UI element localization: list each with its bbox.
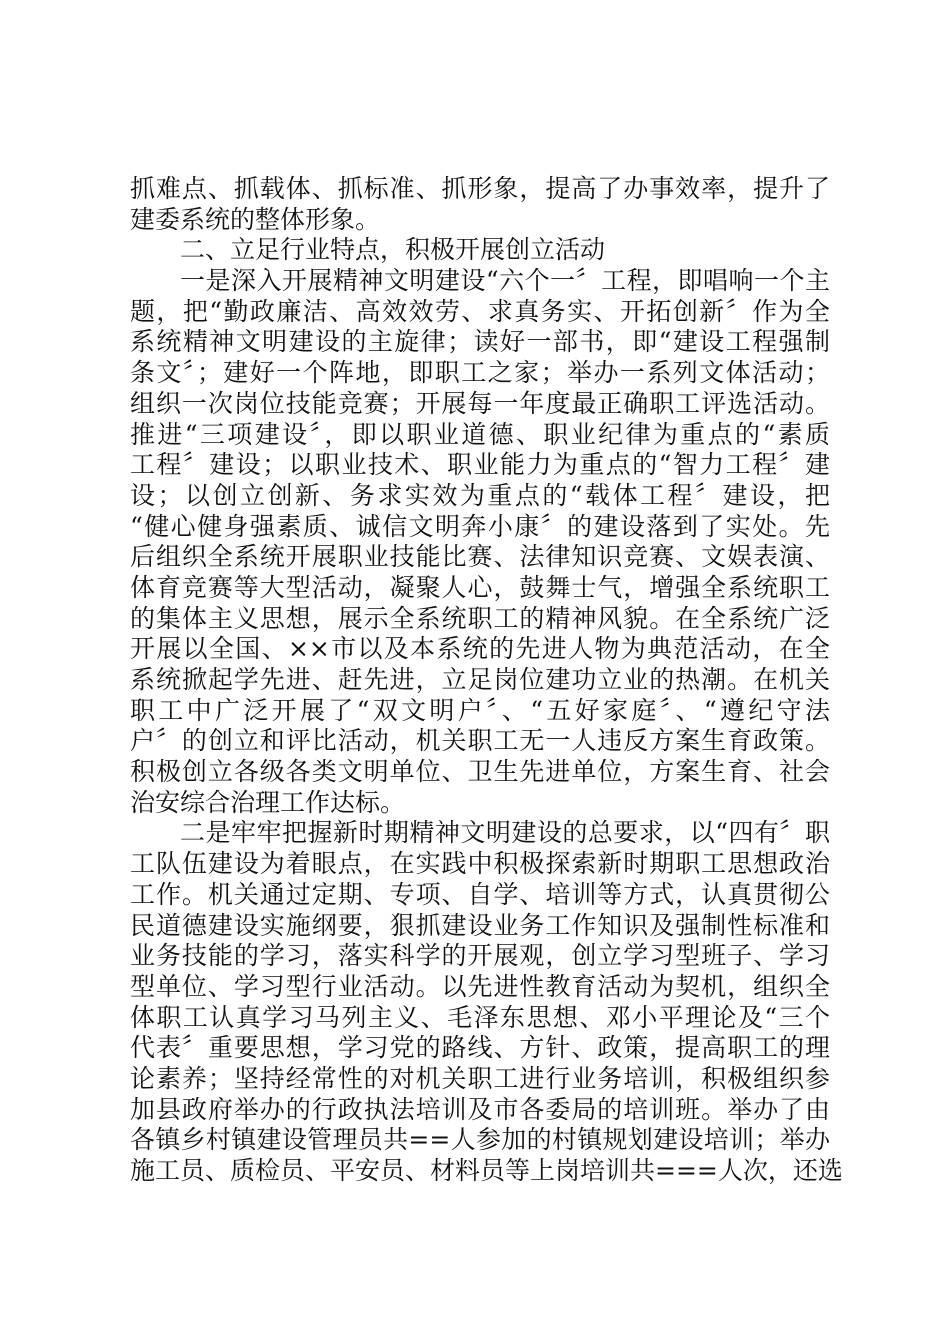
text-line: 各镇乡村镇建设管理员共==人参加的村镇规划建设培训；举办 — [130, 1125, 830, 1155]
document-body — [130, 174, 843, 1187]
text-line: 民道德建设实施纲要，狠抓建设业务工作知识及强制性标准和 — [130, 910, 830, 940]
text-line: 工队伍建设为着眼点，在实践中积极探索新时期职工思想政治 — [130, 849, 830, 879]
text-line: 题，把“勤政廉洁、高效效劳、求真务实、开拓创新〞作为全 — [130, 296, 830, 326]
text-line: 治安综合治理工作达标。 — [130, 787, 406, 817]
text-line: 开展以全国、××市以及本系统的先进人物为典范活动，在全 — [130, 634, 830, 664]
text-line: 型单位、学习型行业活动。以先进性教育活动为契机，组织全 — [130, 971, 830, 1001]
text-line: 加县政府举办的行政执法培训及市各委局的培训班。举办了由 — [130, 1094, 830, 1124]
text-line: 后组织全系统开展职业技能比赛、法律知识竞赛、文娱表演、 — [130, 542, 830, 572]
text-line: 推进“三项建设〞，即以职业道德、职业纪律为重点的“素质 — [130, 419, 830, 449]
text-line: 施工员、质检员、平安员、材料员等上岗培训共===人次，还选 — [130, 1156, 843, 1185]
text-line: 工程〞建设；以职业技术、职业能力为重点的“智力工程〞建 — [130, 450, 830, 480]
text-line: 系统掀起学先进、赶先进，立足岗位建功立业的热潮。在机关 — [130, 665, 830, 694]
text-line: 工作。机关通过定期、专项、自学、培训等方式，认真贯彻公 — [130, 879, 830, 909]
paragraph-first-line: 一是深入开展精神文明建设“六个一〞工程，即唱响一个主 — [180, 266, 830, 296]
text-line: 业务技能的学习，落实科学的开展观，创立学习型班子、学习 — [130, 941, 830, 971]
text-line: 代表〞重要思想，学习党的路线、方针、政策，提高职工的理 — [130, 1033, 830, 1063]
text-line: “健心健身强素质、诚信文明奔小康〞的建设落到了实处。先 — [130, 511, 830, 541]
text-line: 设；以创立创新、务求实效为重点的“载体工程〞建设，把 — [130, 480, 830, 510]
text-line: 组织一次岗位技能竞赛；开展每一年度最正确职工评选活动。 — [130, 388, 830, 418]
text-line: 抓难点、抓载体、抓标准、抓形象，提高了办事效率，提升了 — [130, 174, 830, 203]
text-line: 建委系统的整体形象。 — [130, 204, 381, 234]
text-line: 积极创立各级各类文明单位、卫生先进单位，方案生育、社会 — [130, 757, 830, 787]
text-line: 职工中广泛开展了“双文明户〞、“五好家庭〞、“遵纪守法 — [130, 695, 830, 725]
text-line: 户〞的创立和评比活动，机关职工无一人违反方案生育政策。 — [130, 726, 830, 756]
text-line: 的集体主义思想，展示全系统职工的精神风貌。在全系统广泛 — [130, 603, 830, 633]
text-line: 体育竞赛等大型活动，凝聚人心，鼓舞士气，增强全系统职工 — [130, 572, 830, 602]
paragraph-first-line: 二是牢牢把握新时期精神文明建设的总要求，以“四有〞职 — [180, 818, 830, 848]
text-line: 论素养；坚持经常性的对机关职工进行业务培训，积极组织参 — [130, 1063, 830, 1093]
text-line: 条文〞；建好一个阵地，即职工之家；举办一系列文体活动； — [130, 358, 830, 388]
text-line: 体职工认真学习马列主义、毛泽东思想、邓小平理论及“三个 — [130, 1002, 830, 1032]
section-heading: 二、立足行业特点，积极开展创立活动 — [180, 235, 606, 265]
text-line: 系统精神文明建设的主旋律；读好一部书，即“建设工程强制 — [130, 327, 830, 357]
